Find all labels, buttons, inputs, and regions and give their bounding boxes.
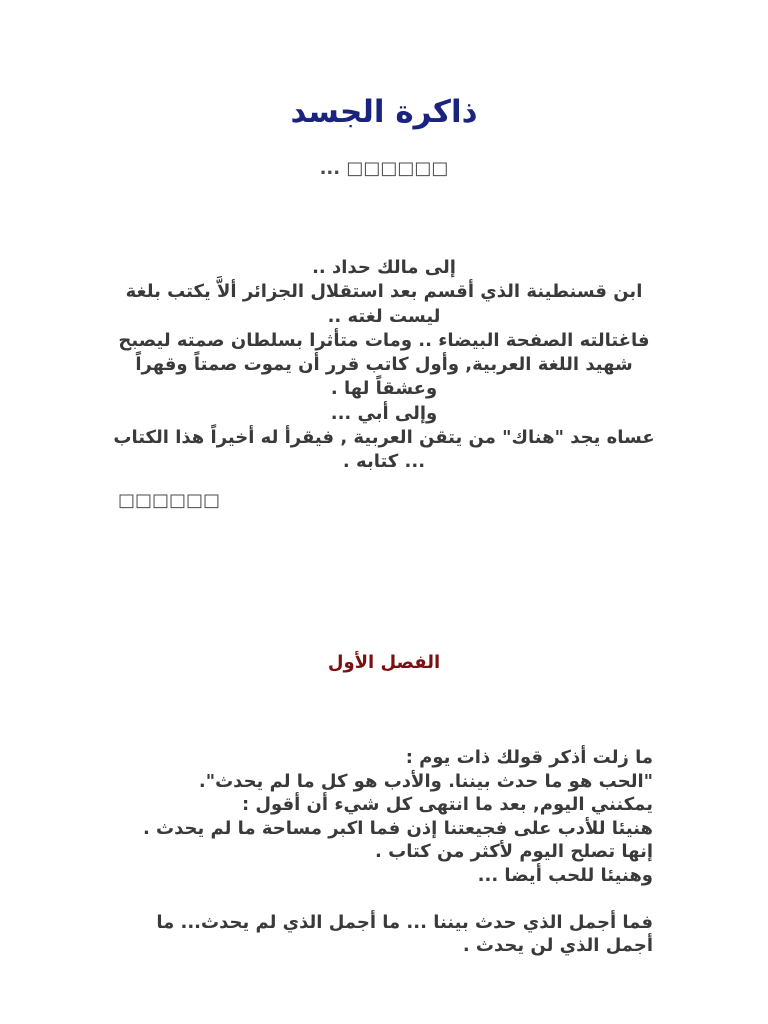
chapter-heading: الفصل الأول xyxy=(327,652,441,673)
body-line: هنيئا للأدب على فجيعتنا إذن فما اكبر مساحة ما لم يحدث . إنها تصلح اليوم لأكثر من كتاب . xyxy=(142,817,653,863)
paragraph-spacer xyxy=(108,888,653,911)
dedication-line: إلى مالك حداد .. xyxy=(312,257,456,278)
chapter-body xyxy=(108,746,653,958)
body-line: ما زلت أذكر قولك ذات يوم : xyxy=(405,747,653,768)
body-line: وهنيئا للحب أيضا ... xyxy=(477,864,653,886)
document-subtitle: ... □□□□□□ xyxy=(319,158,449,179)
dedication-line: فاغتالته الصفحة البيضاء .. ومات متأثرا بسلطان صمته ليصبح شهيد اللغة العربية, وأول كاتب قرر أن يموت صمتاً وقهراً وعشقاً لها . xyxy=(118,329,650,400)
body-line: فما أجمل الذي حدث بيننا ... ما أجمل الذي لم يحدث... ما أجمل الذي لن يحدث . xyxy=(156,911,653,957)
body-line: "الحب هو ما حدث بيننا. والأدب هو كل ما لم يحدث". xyxy=(198,770,653,792)
dedication-line: عساه يجد "هناك" من يتقن العربية , فيقرأ له أخيراً هذا الكتاب ... كتابه . xyxy=(113,427,655,473)
dedication-line: ابن قسنطينة الذي أقسم بعد استقلال الجزائر ألاَّ يكتب بلغة ليست لغته .. xyxy=(125,281,643,327)
dedication-line: وإلى أبي ... xyxy=(330,402,438,424)
dedication-block xyxy=(110,256,658,475)
document-title: ذاكرة الجسد xyxy=(290,94,478,130)
body-line: يمكنني اليوم, بعد ما انتهى كل شيء أن أقول : xyxy=(241,794,653,816)
placeholder-glyphs: □□□□□□ xyxy=(118,490,221,511)
